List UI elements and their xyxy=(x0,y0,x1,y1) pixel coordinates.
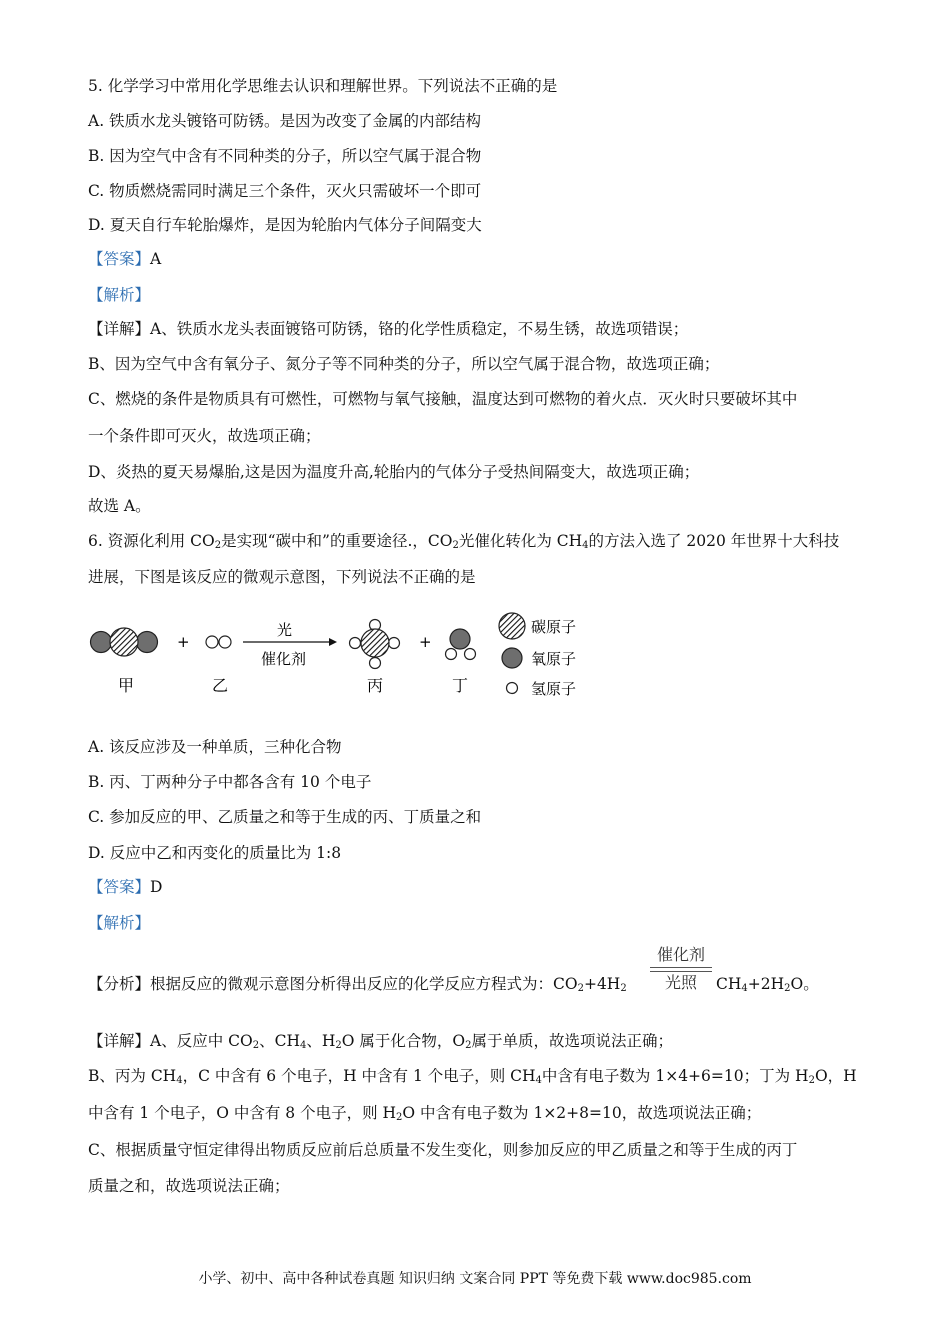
q6-option-c: C. 参加反应的甲、乙质量之和等于生成的丙、丁质量之和 xyxy=(88,808,482,826)
molecule-ding xyxy=(446,629,476,660)
legend-carbon: 碳原子 xyxy=(531,618,577,636)
q5-detail-line: 一个条件即可灭火，故选项正确； xyxy=(88,427,321,445)
q5-detail-line: 【详解】A、铁质水龙头表面镀铬可防锈，铬的化学性质稳定，不易生锈，故选项错误； xyxy=(88,320,689,338)
q5-detail-line: D、炎热的夏天易爆胎,这是因为温度升高,轮胎内的气体分子受热间隔变大，故选项正确； xyxy=(88,463,700,481)
answer-tag: 【答案】 xyxy=(88,250,151,268)
q6-option-b: B. 丙、丁两种分子中都各含有 10 个电子 xyxy=(88,773,372,791)
eq-catalyst: 催化剂 xyxy=(656,945,705,964)
eq-light: 光照 xyxy=(664,973,697,992)
legend xyxy=(499,613,576,698)
q6-detail-c-line1: C、根据质量守恒定律得出物质反应前后总质量不发生变化，则参加反应的甲乙质量之和等于生成的丙丁 xyxy=(88,1141,798,1159)
q6-detail-a: 【详解】A、反应中 $CO_2$、$CH_4$、$H_2O$ 属于化合物，$O_2$属于单质，故选项说法正确； xyxy=(88,1032,673,1051)
q5-option-a: A. 铁质水龙头镀铬可防锈。是因为改变了金属的内部结构 xyxy=(88,112,482,130)
q5-detail-line: 故选 A。 xyxy=(88,497,151,515)
q6-detail-b-line2: 中含有 1 个电子，O 中含有 8 个电子，则 $H_2O$ 中含有电子数为 1×2+8=10，故选项说法正确； xyxy=(88,1104,762,1123)
q5-option-b: B. 因为空气中含有不同种类的分子，所以空气属于混合物 xyxy=(88,147,482,165)
legend-carbon-swatch xyxy=(499,613,525,639)
plus-sign: + xyxy=(419,633,432,651)
label-yi: 乙 xyxy=(212,676,229,695)
q6-answer xyxy=(88,876,162,898)
molecule-bing xyxy=(350,620,400,669)
q5-option-c: C. 物质燃烧需同时满足三个条件，灭火只需破坏一个即可 xyxy=(88,182,482,200)
arrow-condition-light: 光 xyxy=(277,621,293,639)
q6-equation-line: 【分析】根据反应的微观示意图分析得出反应的化学反应方程式为：$CO_2+4H_2$ 催化剂 光照 $CH_4+2H_2O$。 xyxy=(88,945,819,994)
legend-oxygen-swatch xyxy=(502,648,522,668)
q6-stem-line1: 6. 资源化利用 $CO_2$是实现“碳中和”的重要途径.，$CO_2$光催化转化为 $CH_4$的方法入选了 2020 年世界十大科技 xyxy=(88,532,840,551)
answer-value: D xyxy=(150,878,163,896)
q5-stem: 5. 化学学习中常用化学思维去认识和理解世界。下列说法不正确的是 xyxy=(88,77,558,95)
label-jia: 甲 xyxy=(118,676,135,695)
q6-stem-line2: 进展，下图是该反应的微观示意图，下列说法不正确的是 xyxy=(88,568,476,586)
arrow-condition-catalyst: 催化剂 xyxy=(261,650,307,668)
molecule-jia xyxy=(91,628,158,656)
q5-analysis-tag: 【解析】 xyxy=(88,286,151,304)
q5-detail-line: B、因为空气中含有氧分子、氮分子等不同种类的分子，所以空气属于混合物，故选项正确； xyxy=(88,355,720,373)
equation-condition xyxy=(650,944,712,994)
reaction-diagram xyxy=(85,606,605,706)
q5-answer xyxy=(88,248,161,270)
answer-tag: 【答案】 xyxy=(88,878,151,896)
plus-sign: + xyxy=(177,633,190,651)
q6-detail-b-line1: B、丙为 $CH_4$，C 中含有 6 个电子，H 中含有 1 个电子，则 $CH_4$中含有电子数为 1×4+6=10；丁为 $H_2O$，H xyxy=(88,1067,857,1086)
answer-value: A xyxy=(150,250,162,268)
q6-analysis-tag: 【解析】 xyxy=(88,914,151,932)
legend-hydrogen-swatch xyxy=(507,683,518,694)
label-ding: 丁 xyxy=(452,676,469,695)
page-footer: 小学、初中、高中各种试卷真题 知识归纳 文案合同 PPT 等免费下载 www.doc985.com xyxy=(198,1271,752,1287)
q5-option-d: D. 夏天自行车轮胎爆炸，是因为轮胎内气体分子间隔变大 xyxy=(88,216,482,234)
q6-option-a: A. 该反应涉及一种单质，三种化合物 xyxy=(88,738,342,756)
legend-hydrogen: 氢原子 xyxy=(531,680,577,698)
q6-detail-c-line2: 质量之和，故选项说法正确； xyxy=(88,1177,290,1195)
q6-option-d: D. 反应中乙和丙变化的质量比为 1:8 xyxy=(88,844,342,862)
q5-detail-line: C、燃烧的条件是物质具有可燃性，可燃物与氧气接触，温度达到可燃物的着火点．灭火时只要破坏其中 xyxy=(88,390,798,408)
label-bing: 丙 xyxy=(367,676,384,695)
molecule-yi xyxy=(206,636,231,648)
legend-oxygen: 氧原子 xyxy=(531,650,577,668)
reaction-arrow xyxy=(243,621,337,668)
